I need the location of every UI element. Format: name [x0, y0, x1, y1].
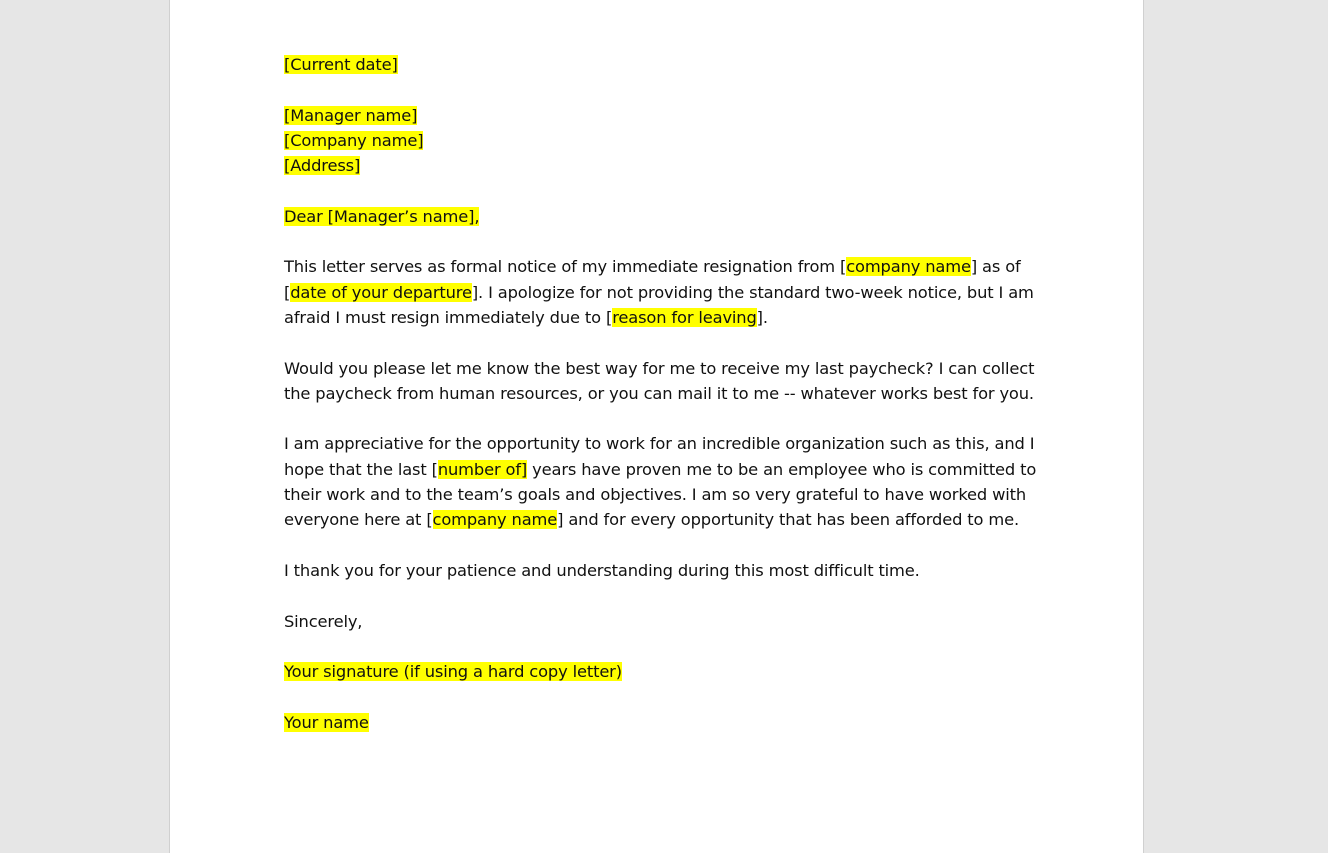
- appreciation-line-3: their work and to the team’s goals and objectives. I am so very grateful to have worked with: [284, 485, 1027, 505]
- recipient-company-line: [284, 128, 1024, 153]
- date-paragraph: [284, 52, 1024, 77]
- paycheck-line-2: the paycheck from human resources, or you can mail it to me -- whatever works best for you.: [284, 383, 1034, 403]
- your-name-placeholder: Your name: [284, 712, 369, 732]
- letter-body[interactable]: [284, 52, 1037, 760]
- manager-name-field: [Manager name]: [284, 105, 418, 125]
- current-date-field: [Current date]: [284, 55, 398, 74]
- company-name-field: [Company name]: [284, 130, 424, 150]
- appreciation-line-4: [284, 507, 1024, 532]
- salutation-paragraph: [284, 204, 1024, 229]
- resignation-text-2a: [: [284, 282, 291, 302]
- resignation-text-3b: ].: [756, 307, 768, 327]
- appreciation-paragraph: [284, 431, 1037, 532]
- address-field: [Address]: [284, 156, 361, 176]
- closing-text: Sincerely,: [284, 611, 363, 631]
- name-paragraph: [284, 710, 1024, 735]
- signature-paragraph: [284, 659, 1024, 684]
- resignation-text-3a: afraid I must resign immediately due to [: [284, 307, 613, 327]
- resignation-line-1: [284, 254, 1024, 279]
- appreciation-text-2a: hope that the last [: [284, 459, 438, 479]
- appreciation-text-4b: ] and for every opportunity that has been afforded to me.: [557, 510, 1019, 530]
- recipient-address-line: [284, 153, 1024, 178]
- resignation-paragraph: [284, 254, 1034, 330]
- resignation-text-1b: ] as of: [970, 257, 1021, 277]
- paycheck-line-1: Would you please let me know the best way for me to receive my last paycheck? I can collect: [284, 358, 1035, 378]
- thanks-paragraph: [284, 558, 1024, 583]
- thanks-text: I thank you for your patience and understanding during this most difficult time.: [284, 560, 920, 580]
- company-name-placeholder-2: company name: [432, 510, 558, 530]
- recipient-block: [284, 103, 1024, 179]
- reason-placeholder: reason for leaving: [612, 307, 757, 327]
- appreciation-line-1: I am appreciative for the opportunity to work for an incredible organization such as this, and I: [284, 434, 1035, 454]
- resignation-text-1a: This letter serves as formal notice of my immediate resignation from [: [284, 257, 847, 277]
- appreciation-line-2: [284, 457, 1037, 482]
- salutation-field: Dear [Manager’s name],: [284, 206, 480, 226]
- signature-placeholder: Your signature (if using a hard copy letter): [284, 662, 622, 682]
- appreciation-text-2b: years have proven me to be an employee who is committed to: [527, 459, 1037, 479]
- resignation-line-2: [284, 280, 1034, 305]
- document-page: [169, 0, 1144, 853]
- number-of-years-placeholder: number of]: [437, 459, 528, 479]
- appreciation-text-4a: everyone here at [: [284, 510, 433, 530]
- departure-date-placeholder: date of your departure: [290, 282, 472, 302]
- company-name-placeholder: company name: [846, 257, 971, 277]
- recipient-manager-line: [284, 103, 1024, 128]
- resignation-line-3: [284, 305, 1024, 330]
- paycheck-paragraph: [284, 356, 1035, 407]
- closing-paragraph: [284, 609, 1024, 634]
- resignation-text-2b: ]. I apologize for not providing the standard two-week notice, but I am: [471, 282, 1034, 302]
